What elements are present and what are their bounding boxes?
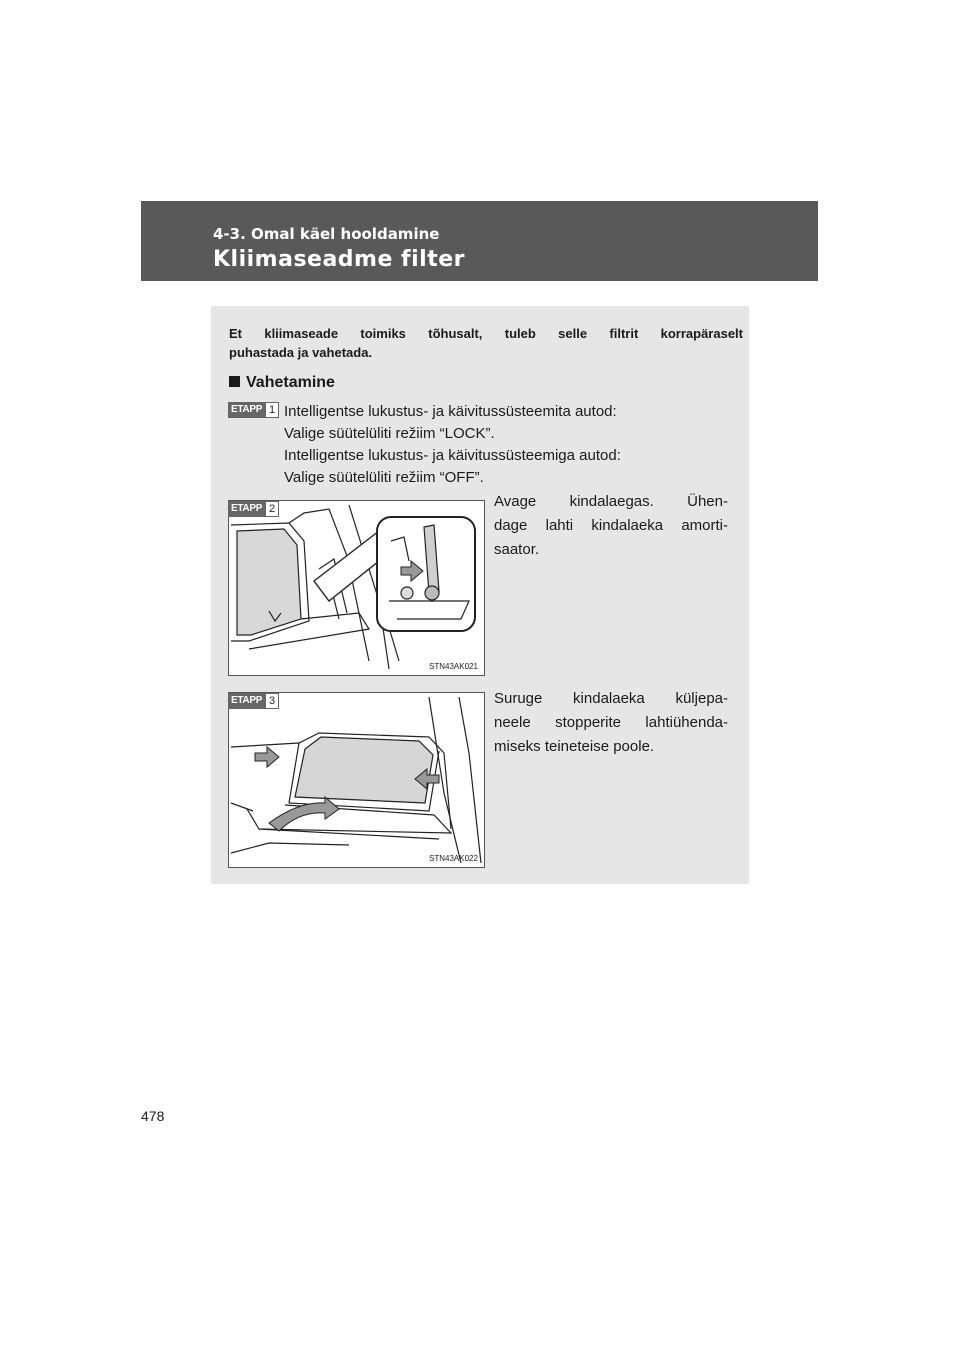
step-3-line: neele stopperite lahtiühenda- [494, 714, 728, 731]
step-1-line: Intelligentse lukustus- ja käivitussüsteemita autod: [284, 403, 617, 420]
step-2-figure [228, 500, 485, 676]
step-2-text [494, 490, 728, 562]
step-badge-label: ETAPP [228, 501, 265, 517]
step-badge-label: ETAPP [228, 402, 265, 418]
step-1-line: Valige süütelüliti režiim “LOCK”. [284, 425, 495, 442]
step-number: 3 [265, 693, 279, 709]
step-3-line: Suruge kindalaeka küljepa- [494, 690, 728, 707]
step-2-line: Avage kindalaegas. Ühen- [494, 493, 728, 510]
step-3-badge [228, 693, 279, 709]
intro-text-line-1: Et kliimaseade toimiks tõhusalt, tuleb selle filtrit korrapäraselt [229, 326, 743, 341]
step-number: 1 [265, 402, 279, 418]
glove-box-damper-illustration [229, 501, 484, 675]
step-1-badge [228, 402, 279, 418]
step-3-figure [228, 692, 485, 868]
figure-caption: STN43AK022 [429, 854, 478, 863]
subheading-label: Vahetamine [246, 374, 335, 391]
step-1-text [284, 401, 621, 489]
step-3-line: miseks teineteise poole. [494, 738, 655, 755]
chapter-header [141, 201, 818, 281]
content-panel [211, 306, 749, 884]
step-badge-label: ETAPP [228, 693, 265, 709]
page-title: Kliimaseadme filter [213, 247, 465, 272]
step-number: 2 [265, 501, 279, 517]
intro-text-line-2: puhastada ja vahetada. [229, 345, 373, 360]
figure-caption: STN43AK021 [429, 662, 478, 671]
step-2-badge [228, 501, 279, 517]
page-number: 478 [141, 1108, 165, 1124]
square-bullet-icon [229, 376, 240, 387]
step-1-line: Intelligentse lukustus- ja käivitussüsteemiga autod: [284, 447, 621, 464]
step-3-text [494, 687, 728, 759]
glove-box-stoppers-illustration [229, 693, 484, 867]
step-1-line: Valige süütelüliti režiim “OFF”. [284, 469, 484, 486]
step-2-line: dage lahti kindalaeka amorti- [494, 517, 728, 534]
section-label: 4-3. Omal käel hooldamine [213, 225, 440, 243]
step-2-line: saator. [494, 541, 540, 558]
subheading [229, 374, 335, 392]
